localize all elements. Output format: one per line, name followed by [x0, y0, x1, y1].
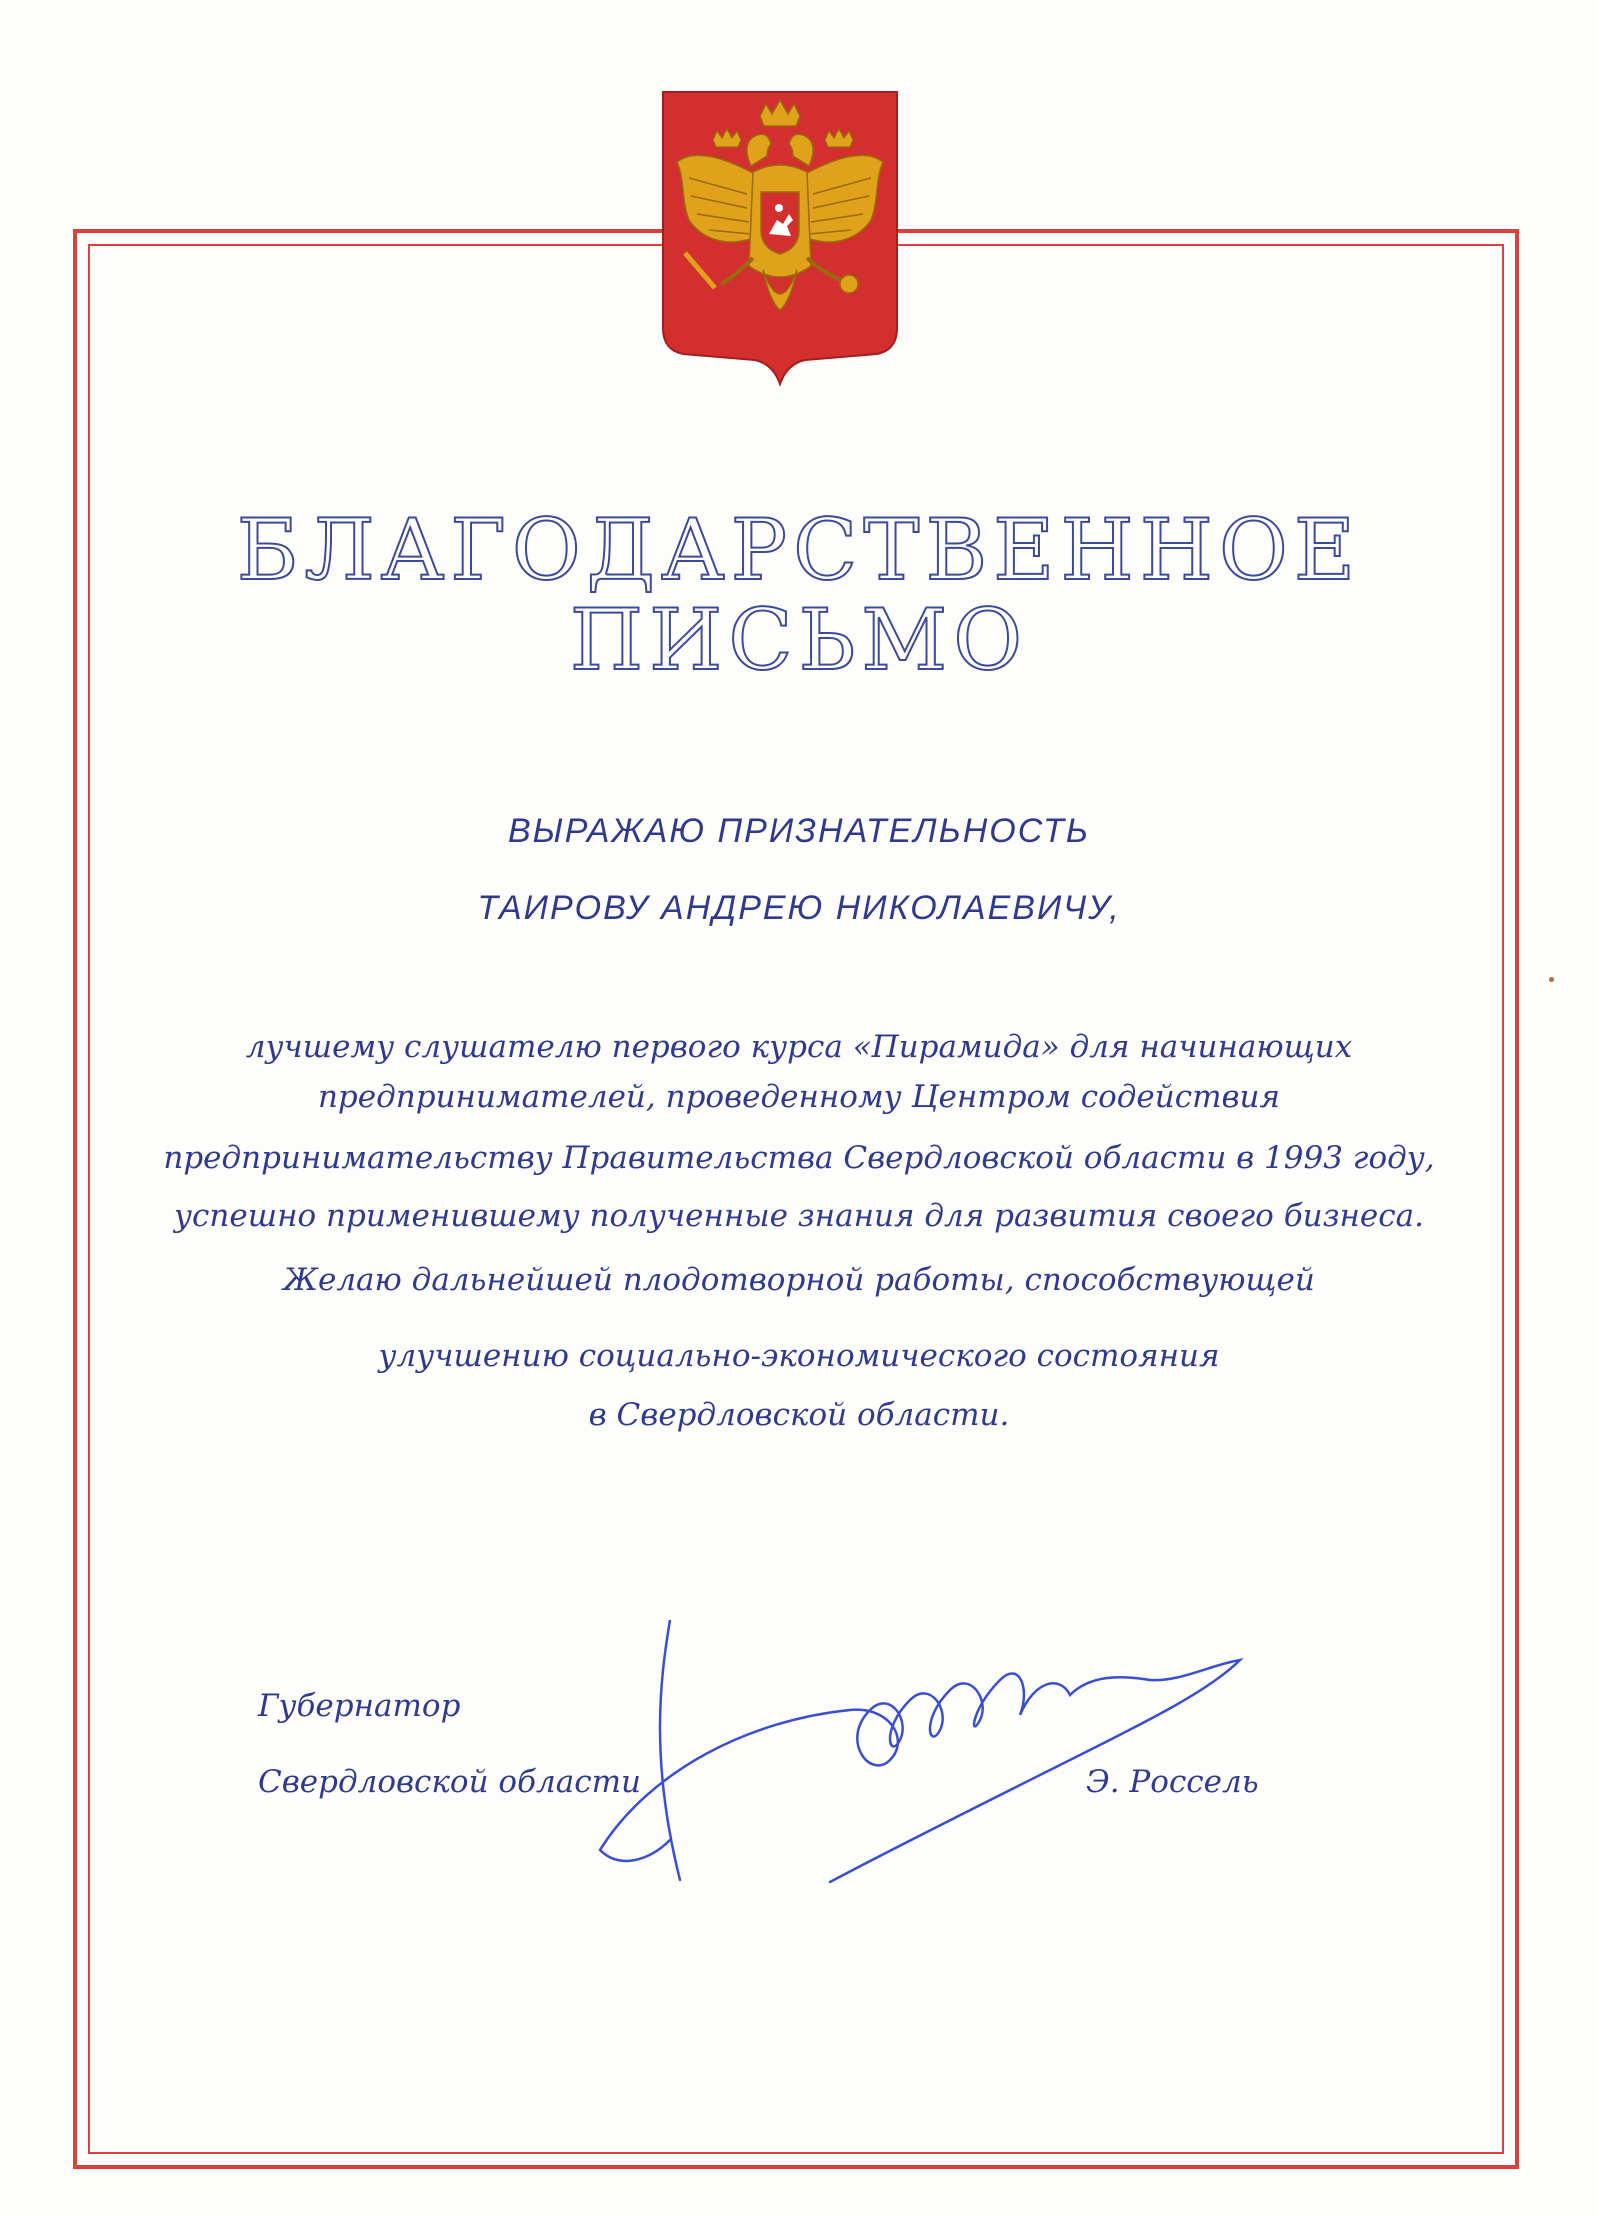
signer-position-line-2: Свердловской области [258, 1764, 641, 1800]
body-line: предпринимательству Правительства Свердловской области в 1993 году, [163, 1140, 1435, 1176]
intro-line-1: ВЫРАЖАЮ ПРИЗНАТЕЛЬНОСТЬ [507, 812, 1091, 850]
body-line: лучшему слушателю первого курса «Пирамида» для начинающих [245, 1029, 1353, 1065]
signer-position-line-1: Губернатор [258, 1688, 461, 1724]
body-line: в Свердловской области. [588, 1397, 1010, 1433]
body-line: предпринимателей, проведенному Центром содействия [317, 1079, 1281, 1115]
body-line: успешно применившему полученные знания для развития своего бизнеса. [174, 1198, 1424, 1234]
letter-title-line-2: ПИСЬМО [569, 591, 1029, 689]
body-line: Желаю дальнейшей плодотворной работы, способствующей [283, 1262, 1315, 1298]
paper-speck [1549, 977, 1554, 982]
letter-title-line-1: БЛАГОДАРСТВЕННОЕ [236, 501, 1362, 599]
recipient-name: ТАИРОВУ АНДРЕЮ НИКОЛАЕВИЧУ, [477, 889, 1121, 927]
handwritten-signature-icon [590, 1620, 1290, 1900]
coat-of-arms-icon [655, 88, 905, 388]
body-line: улучшению социально-экономического состояния [378, 1338, 1220, 1374]
signer-name: Э. Россель [1086, 1764, 1259, 1800]
